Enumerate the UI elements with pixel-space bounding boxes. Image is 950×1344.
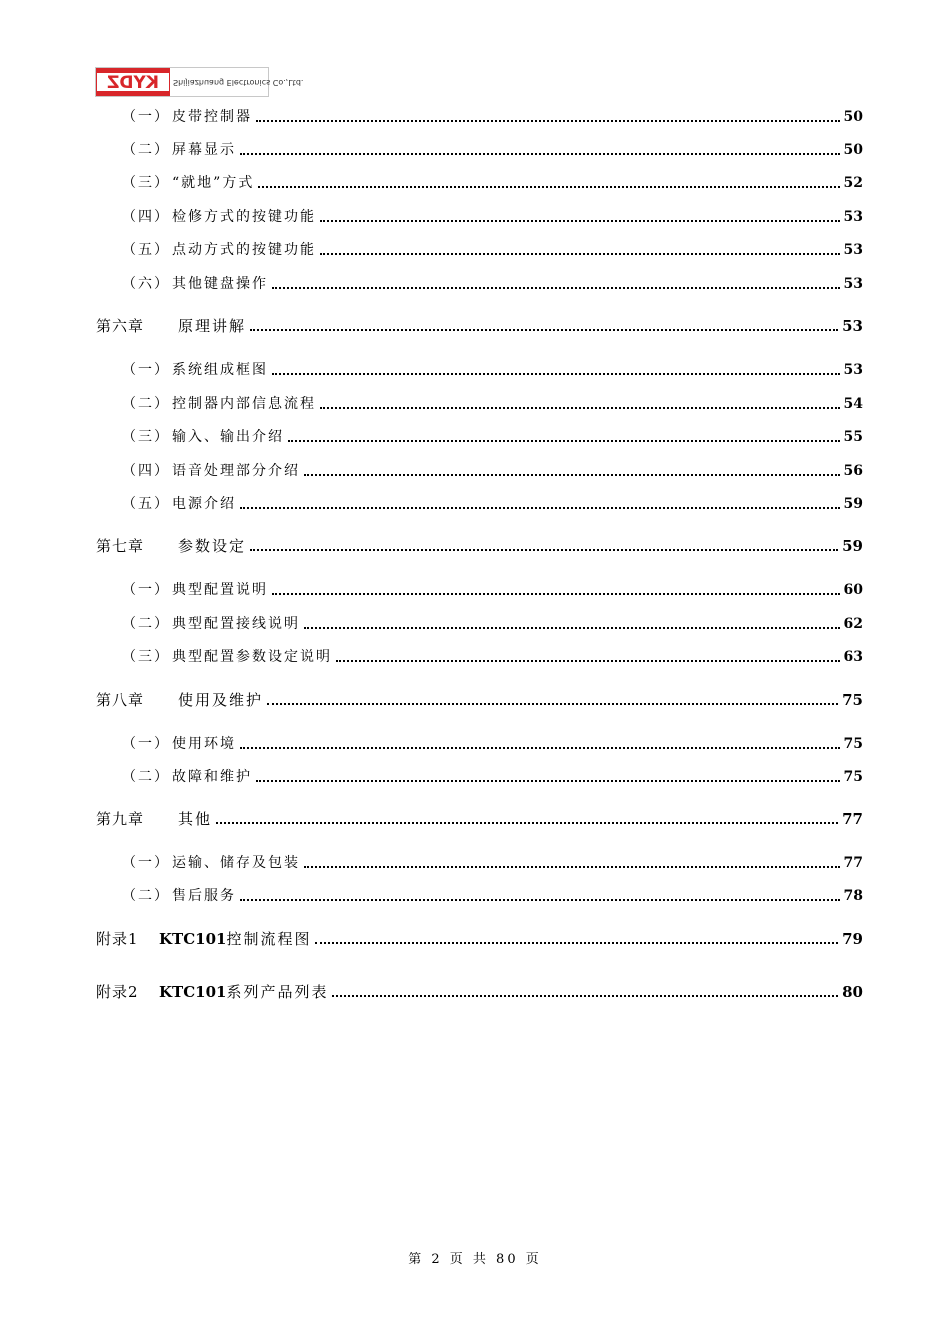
toc-entry-label	[122, 461, 300, 481]
toc-page-number: 53	[842, 317, 863, 335]
toc-leader-dots	[320, 252, 840, 255]
toc-entry-label	[96, 690, 263, 710]
toc-entry-label	[122, 240, 316, 260]
toc-chapter[interactable]	[96, 536, 863, 556]
toc-entry-label	[122, 140, 236, 160]
toc-entry-label	[122, 580, 268, 600]
toc-leader-dots	[332, 994, 838, 997]
toc-leader-dots	[272, 286, 840, 289]
toc-chapter-number: 附录1	[96, 930, 139, 948]
toc-leader-dots	[304, 473, 840, 476]
page-footer: 第 2 页 共 80 页	[408, 1252, 542, 1267]
toc-chapter-title: 其他	[178, 810, 213, 828]
toc-entry-title: 其他键盘操作	[172, 276, 268, 292]
toc-chapter[interactable]	[96, 316, 863, 336]
toc-chapter-number: 第六章	[96, 317, 145, 335]
toc-entry-label	[122, 427, 284, 447]
toc-entry-title: 皮带控制器	[172, 109, 252, 125]
toc-entry-number: （五）	[122, 496, 170, 512]
toc-entry-label	[122, 360, 268, 380]
toc-entry[interactable]	[122, 734, 863, 754]
toc-page-number: 77	[843, 855, 863, 871]
logo-glyphs	[96, 71, 170, 93]
toc-entry-label	[122, 853, 300, 873]
toc-entry-number: （一）	[122, 362, 170, 378]
toc-entry[interactable]	[122, 240, 863, 260]
toc-page-number: 50	[843, 142, 863, 158]
toc-entry-title: 运输、储存及包装	[172, 855, 300, 871]
toc-page-number: 62	[843, 616, 863, 632]
toc-entry-label	[96, 929, 311, 949]
toc-entry[interactable]	[122, 614, 863, 634]
toc-entry[interactable]	[122, 394, 863, 414]
toc-leader-dots	[336, 659, 840, 662]
toc-entry-number: （一）	[122, 736, 170, 752]
toc-entry-number: （二）	[122, 616, 170, 632]
toc-leader-dots	[320, 219, 840, 222]
toc-page-number: 53	[843, 209, 863, 225]
toc-entry-title: 典型配置说明	[172, 582, 268, 598]
toc-entry-label	[122, 647, 332, 667]
toc-page-number: 80	[842, 983, 863, 1001]
toc-appendix[interactable]	[96, 929, 863, 949]
toc-page-number: 53	[843, 276, 863, 292]
toc-entry-number: （二）	[122, 396, 170, 412]
toc-chapter-title: 控制流程图	[226, 930, 312, 948]
logo-mark	[96, 68, 170, 96]
toc-entry-number: （四）	[122, 209, 170, 225]
toc-entry-number: （三）	[122, 649, 170, 665]
toc-appendix[interactable]	[96, 982, 863, 1002]
toc-leader-dots	[240, 746, 840, 749]
toc-entry-title: 电源介绍	[172, 496, 236, 512]
toc-leader-dots	[272, 372, 840, 375]
toc-entry[interactable]	[122, 207, 863, 227]
toc-entry-label	[96, 982, 328, 1002]
toc-entry-number: （六）	[122, 276, 170, 292]
toc-chapter-title: 系列产品列表	[226, 983, 329, 1001]
toc-entry-title: 售后服务	[172, 888, 236, 904]
toc-entry-label	[96, 809, 212, 829]
toc-entry-title: 典型配置接线说明	[172, 616, 300, 632]
toc-entry-label	[122, 173, 254, 193]
toc-chapter[interactable]	[96, 809, 863, 829]
toc-chapter-number: 第九章	[96, 810, 145, 828]
toc-entry[interactable]	[122, 767, 863, 787]
toc-page-number: 75	[843, 769, 863, 785]
toc-page-number: 60	[843, 582, 863, 598]
toc-chapter-number: 第八章	[96, 691, 145, 709]
toc-entry[interactable]	[122, 494, 863, 514]
toc-page-number: 53	[843, 242, 863, 258]
toc-entry-label	[122, 494, 236, 514]
toc-entry-number: （四）	[122, 463, 170, 479]
toc-entry-label	[96, 316, 246, 336]
toc-page-number: 52	[843, 175, 863, 191]
toc-leader-dots	[256, 119, 840, 122]
toc-leader-dots	[304, 865, 840, 868]
toc-leader-dots	[304, 626, 840, 629]
company-name-mirrored: Shijiazhuang Electronics Co.,Ltd.	[173, 78, 304, 87]
toc-leader-dots	[250, 548, 838, 551]
toc-entry-title: 故障和维护	[172, 769, 252, 785]
toc-chapter-number: 第七章	[96, 537, 145, 555]
toc-entry-number: （三）	[122, 429, 170, 445]
toc-entry-title: “就地”方式	[172, 175, 255, 191]
toc-page-number: 53	[843, 362, 863, 378]
toc-entry[interactable]	[122, 140, 863, 160]
toc-entry-label	[122, 886, 236, 906]
svg-text:KYDZ: KYDZ	[107, 73, 159, 93]
toc-entry[interactable]	[122, 647, 863, 667]
toc-leader-dots	[250, 328, 838, 331]
toc-entry-title: 点动方式的按键功能	[172, 242, 316, 258]
toc-leader-dots	[267, 702, 838, 705]
toc-entry-title: 系统组成框图	[172, 362, 268, 378]
toc-entry-number: （三）	[122, 175, 170, 191]
toc-leader-dots	[240, 506, 840, 509]
toc-chapter-title: 使用及维护	[178, 691, 264, 709]
toc-entry-label	[122, 614, 300, 634]
toc-leader-dots	[272, 592, 840, 595]
toc-model-code: KTC101	[159, 930, 227, 948]
toc-page-number: 56	[843, 463, 863, 479]
toc-page-number: 75	[843, 736, 863, 752]
toc-chapter[interactable]	[96, 690, 863, 710]
toc-entry-number: （五）	[122, 242, 170, 258]
toc-leader-dots	[320, 406, 840, 409]
toc-entry-number: （一）	[122, 582, 170, 598]
toc-page-number: 59	[843, 496, 863, 512]
toc-entry[interactable]	[122, 580, 863, 600]
toc-entry-number: （二）	[122, 888, 170, 904]
toc-leader-dots	[240, 898, 840, 901]
toc-entry-title: 输入、输出介绍	[172, 429, 284, 445]
toc-page-number: 63	[843, 649, 863, 665]
toc-entry-number: （二）	[122, 142, 170, 158]
toc-entry-label	[122, 274, 268, 294]
toc-entry[interactable]	[122, 107, 863, 127]
toc-entry[interactable]	[122, 461, 863, 481]
toc-entry-label	[96, 536, 246, 556]
toc-entry-number: （一）	[122, 109, 170, 125]
toc-chapter-number: 附录2	[96, 983, 139, 1001]
toc-entry-title: 语音处理部分介绍	[172, 463, 300, 479]
toc-entry-title: 典型配置参数设定说明	[172, 649, 332, 665]
toc-leader-dots	[216, 821, 838, 824]
toc-entry-label	[122, 207, 316, 227]
toc-leader-dots	[240, 152, 840, 155]
toc-model-code: KTC101	[159, 983, 227, 1001]
toc-page-number: 77	[842, 810, 863, 828]
toc-entry-title: 屏幕显示	[172, 142, 236, 158]
toc-page-number: 54	[843, 396, 863, 412]
toc-page-number: 55	[843, 429, 863, 445]
toc-entry[interactable]	[122, 886, 863, 906]
toc-entry[interactable]	[122, 360, 863, 380]
toc-leader-dots	[288, 439, 840, 442]
toc-entry-label	[122, 394, 316, 414]
toc-entry-title: 检修方式的按键功能	[172, 209, 316, 225]
toc-leader-dots	[256, 779, 840, 782]
toc-page-number: 50	[843, 109, 863, 125]
toc-entry[interactable]	[122, 173, 863, 193]
toc-entry-label	[122, 767, 252, 787]
toc-entry-number: （二）	[122, 769, 170, 785]
toc-entry-title: 控制器内部信息流程	[172, 396, 316, 412]
toc-entry-label	[122, 734, 236, 754]
company-logo	[95, 67, 304, 97]
toc-page-number: 78	[843, 888, 863, 904]
toc-chapter-title: 参数设定	[178, 537, 247, 555]
toc-leader-dots	[315, 941, 838, 944]
toc-entry[interactable]	[122, 274, 863, 294]
toc-entry-number: （一）	[122, 855, 170, 871]
toc-page-number: 79	[842, 930, 863, 948]
toc-page-number: 75	[842, 691, 863, 709]
toc-entry[interactable]	[122, 427, 863, 447]
toc-entry-label	[122, 107, 252, 127]
toc-leader-dots	[258, 185, 839, 188]
toc-entry-title: 使用环境	[172, 736, 236, 752]
toc-entry[interactable]	[122, 853, 863, 873]
toc-chapter-title: 原理讲解	[178, 317, 247, 335]
toc-page-number: 59	[842, 537, 863, 555]
